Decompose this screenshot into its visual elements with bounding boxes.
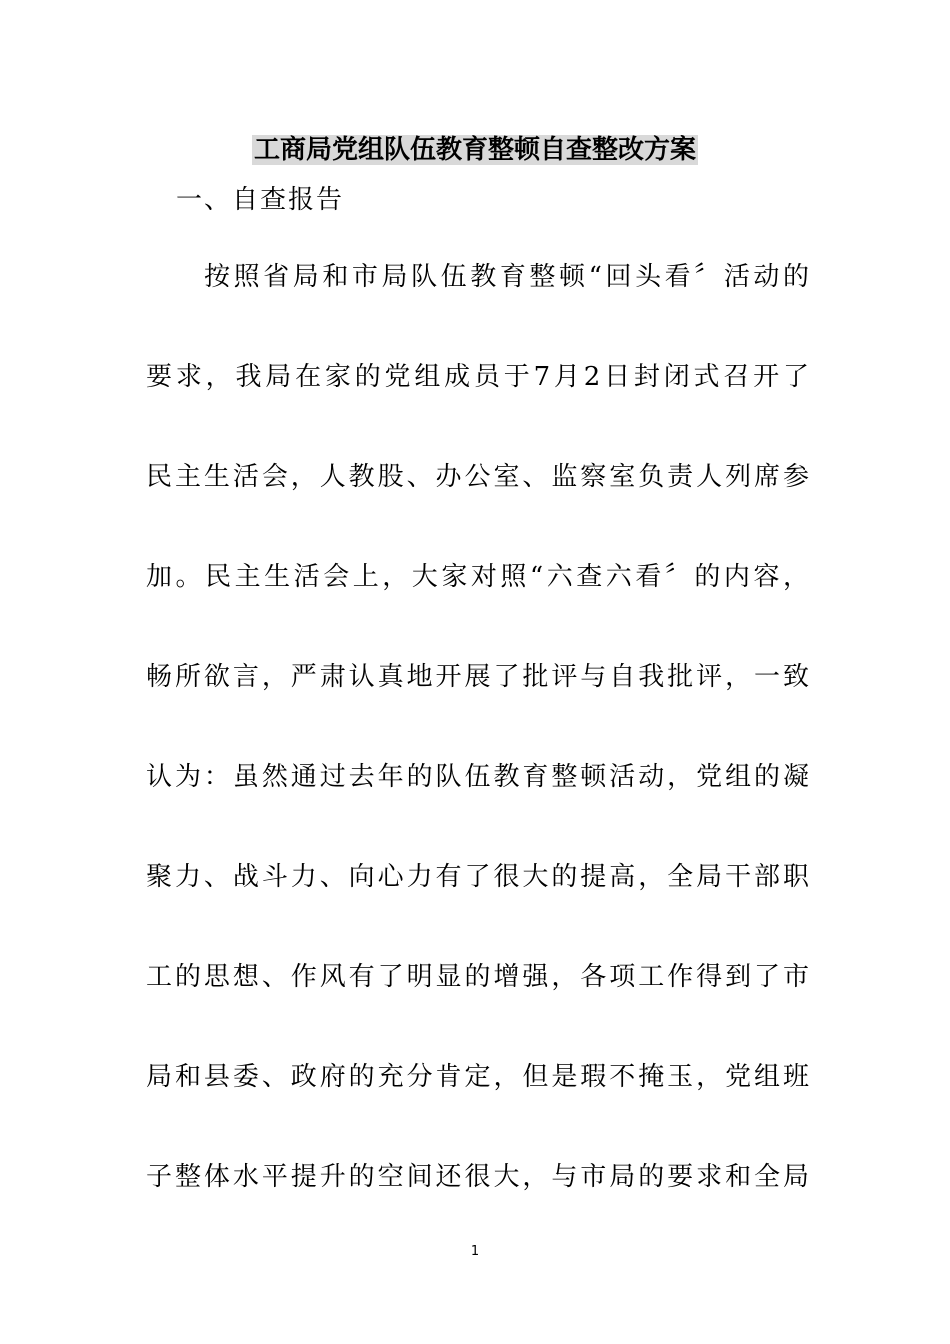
paragraph-line: 加。民主生活会上，大家对照“六查六看〞的内容， xyxy=(146,562,810,592)
document-title xyxy=(0,130,950,170)
paragraph-line: 局和县委、政府的充分肯定，但是瑕不掩玉，党组班 xyxy=(146,1062,810,1092)
document-title-text: 工商局党组队伍教育整顿自查整改方案 xyxy=(253,135,696,165)
paragraph-line: 工的思想、作风有了明显的增强，各项工作得到了市 xyxy=(146,962,810,992)
paragraph-line: 聚力、战斗力、向心力有了很大的提高，全局干部职 xyxy=(146,862,810,892)
page-number: 1 xyxy=(470,1244,480,1259)
section-heading: 一、自查报告 xyxy=(176,185,345,215)
paragraph-line: 民主生活会，人教股、办公室、监察室负责人列席参 xyxy=(146,462,810,492)
paragraph-body xyxy=(146,252,810,1252)
paragraph-line: 按照省局和市局队伍教育整顿“回头看〞活动的 xyxy=(204,262,810,292)
paragraph-line: 子整体水平提升的空间还很大，与市局的要求和全局 xyxy=(146,1162,810,1192)
paragraph-line: 要求，我局在家的党组成员于7月2日封闭式召开了 xyxy=(146,362,810,392)
paragraph-line: 认为：虽然通过去年的队伍教育整顿活动，党组的凝 xyxy=(146,762,810,792)
paragraph-line: 畅所欲言，严肃认真地开展了批评与自我批评，一致 xyxy=(146,662,810,692)
